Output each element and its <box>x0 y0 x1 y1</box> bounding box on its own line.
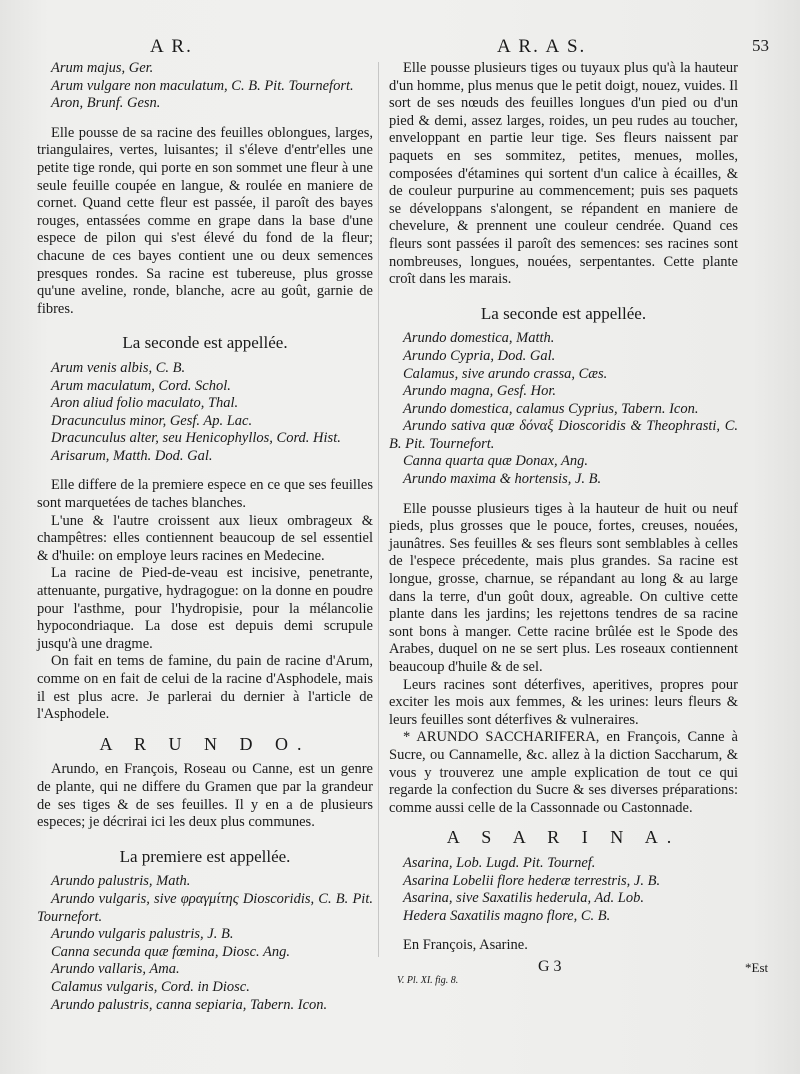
synonym: Dracunculus minor, Gesf. Ap. Lac. <box>51 412 253 429</box>
paragraph: On fait en tems de famine, du pain de racine d'Arum, comme on en fait de celui de la racine d'Asphodele, mais il est plus acre. Je parlerai du dernier à l'article de l'Asphodele. <box>37 653 373 723</box>
paragraph: Elle pousse plusieurs tiges à la hauteur de huit ou neuf pieds, plus grosses que le pouce, fortes, creuses, nouées, jaunâtres. Ses feuilles & ses fleurs sont semblables à celles de l'espece précedente, mais plus grandes. Sa racine est longue, grosse, charnue, se répandant au long & au large dans la terre, d'un goût doux, agreable. On cultive cette plante dans les jardins; les rejettons tendres de sa racine sont bons à manger. Cette racine brûlée est le Spode des Arabes, duquel on ne se sert plus. Les roseaux contiennent beaucoup d'huile & de sel. <box>389 500 738 675</box>
paragraph: Leurs racines sont déterfives, aperitives, propres pour exciter les mois aux femmes, & les urines: leurs fleurs & leurs feuilles sont déterfives & vulneraires. <box>389 676 738 728</box>
paragraph: * ARUNDO SACCHARIFERA, en François, Canne à Sucre, ou Cannamelle, &c. allez à la diction Saccharum, & vous y trouverez une ample explication de tout ce qui regarde la confection du Sucre & ses diverses préparations: comme aussi celle de la Cassonnade ou Castonnade. <box>389 729 738 816</box>
entry-title: A S A R I N A. <box>446 827 681 848</box>
paragraph: La racine de Pied-de-veau est incisive, penetrante, attenuante, purgative, hydragogue: on la donne en poudre pour l'asthme, pour l'hydropisie, pour la mélancolie hypocondriaque. La dose est depuis demi scrupule jusqu'à une dragme. <box>37 565 373 652</box>
left-column <box>37 60 373 1014</box>
synonym: Arundo vulgaris palustris, J. B. <box>51 926 234 943</box>
paragraph: Elle pousse plusieurs tiges ou tuyaux plus qu'à la hauteur d'un homme, plus menus que le petit doigt, nouez, vuides. Il sort de ses nœuds des feuilles longues d'un pied ou d'un pied & demi, assez larges, roides, un peu rudes au toucher, enveloppant en partie leur tige. Ses fleurs naissent par paquets en ses sommitez, petites, menues, molles, composées d'étamines qui sortent d'un calice à écailles, & de couleur purpurine au commencement; puis ses paquets se développans s'alongent, se répandent en maniere de chevelure, & prennent une couleur cendrée. Quand ces fleurs sont passées il paroît des semences: ses racines sont nombreuses, longues, nouées, serpentantes. Cette plante croît dans les marais. <box>389 60 738 288</box>
synonym: Arundo vulgaris, sive φραγμίτης Dioscoridis, C. B. Pit. Tournefort. <box>37 890 373 925</box>
synonym: Asarina, Lob. Lugd. Pit. Tournef. <box>403 854 596 871</box>
synonym: Calamus vulgaris, Cord. in Diosc. <box>51 978 250 995</box>
synonym: Arundo domestica, Matth. <box>403 330 555 347</box>
synonym: Calamus, sive arundo crassa, Cæs. <box>403 365 608 382</box>
synonym: Arundo vallaris, Ama. <box>51 961 180 978</box>
section-heading: La seconde est appellée. <box>480 303 647 323</box>
plate-reference: V. Pl. XI. fig. 8. <box>397 975 459 986</box>
right-column <box>389 60 738 955</box>
synonym: Arum majus, Ger. <box>51 60 154 76</box>
catchword: *Est <box>745 960 769 975</box>
paragraph: Elle pousse de sa racine des feuilles oblongues, larges, triangulaires, vertes, luisantes; il s'éleve d'entr'elles une petite tige ronde, qui porte en son sommet une fleur à une seule feuille coupée en langue, & roulée en maniere de cornet. Quand cette fleur est passée, il paroît des bayes rouges, entassées comme en grape dans la base d'une espece de pilon qui s'est élevé du fond de la fleur; chacune de ces bayes contient une ou deux semences presques rondes. Sa racine est tubereuse, plus grosse qu'une aveline, ronde, blanche, acre au goût, garnie de fibres. <box>37 124 373 317</box>
synonym: Aron aliud folio maculato, Thal. <box>51 395 239 412</box>
synonym: Arundo Cypria, Dod. Gal. <box>403 347 556 364</box>
synonym: Arundo maxima & hortensis, J. B. <box>403 471 602 488</box>
synonym: Arum vulgare non maculatum, C. B. Pit. Tournefort. <box>51 77 354 94</box>
synonym: Arum venis albis, C. B. <box>51 359 186 376</box>
paragraph: L'une & l'autre croissent aux lieux ombrageux & champêtres: elles contiennent beaucoup de sel essentiel & d'huile: on employe leurs racines en Medecine. <box>37 512 373 564</box>
running-head-right: A R. A S. <box>497 36 587 57</box>
synonym: Arisarum, Matth. Dod. Gal. <box>51 447 213 464</box>
synonym: Arum maculatum, Cord. Schol. <box>51 377 231 394</box>
synonym: Canna secunda quæ fœmina, Diosc. Ang. <box>51 943 290 960</box>
entry-title: A R U N D O. <box>99 733 311 754</box>
synonym: Dracunculus alter, seu Henicophyllos, Cord. Hist. <box>51 430 341 447</box>
synonym: Aron, Brunf. Gesn. <box>51 95 161 112</box>
paragraph: En François, Asarine. <box>403 937 528 954</box>
signature-mark: G 3 <box>538 958 562 975</box>
synonym: Hedera Saxatilis magno flore, C. B. <box>403 907 611 924</box>
paragraph: Arundo, en François, Roseau ou Canne, est un genre de plante, qui ne differe du Gramen que par la grandeur de ses tiges & de ses feuilles. Il y en a de plusieurs especes; je décrirai ici les deux plus communes. <box>37 761 373 831</box>
synonym: Asarina, sive Saxatilis hederula, Ad. Lob. <box>403 890 644 907</box>
synonym: Arundo palustris, Math. <box>51 873 191 890</box>
running-head-left: A R. <box>150 36 193 57</box>
section-heading: La seconde est appellée. <box>122 333 288 353</box>
synonym: Arundo palustris, canna sepiaria, Tabern. Icon. <box>51 996 328 1013</box>
paragraph: Elle differe de la premiere espece en ce que ses feuilles sont marquetées de taches blanches. <box>37 477 373 512</box>
synonym: Canna quarta quæ Donax, Ang. <box>403 453 589 470</box>
synonym: Asarina Lobelii flore hederæ terrestris, J. B. <box>403 872 661 889</box>
page-number: 53 <box>752 36 769 55</box>
section-heading: La premiere est appellée. <box>119 846 291 866</box>
synonym: Arundo sativa quæ δόναξ Dioscoridis & Theophrasti, C. B. Pit. Tournefort. <box>389 418 738 452</box>
synonym: Arundo magna, Gesf. Hor. <box>403 383 557 400</box>
synonym: Arundo domestica, calamus Cyprius, Tabern. Icon. <box>403 400 699 417</box>
column-divider <box>378 62 379 957</box>
